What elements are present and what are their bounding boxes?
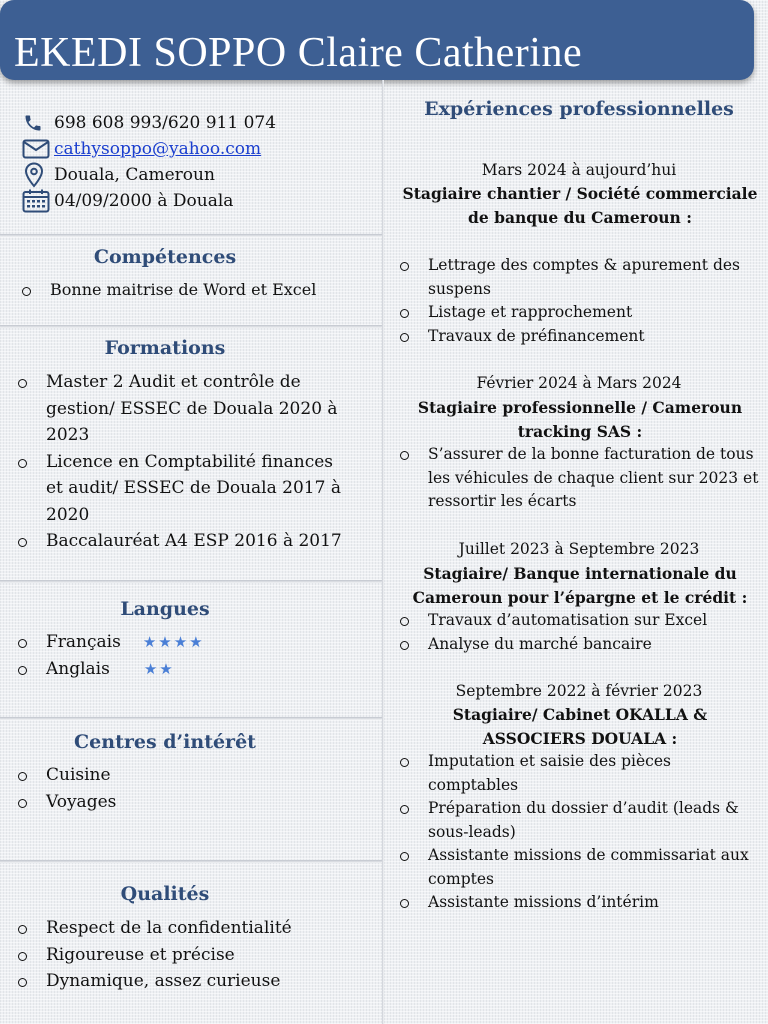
langues-title: Langues [120,598,210,620]
job-date: Février 2024 à Mars 2024 [476,374,682,392]
list-item: Assistante missions de commissariat aux comptes [398,844,760,891]
list-item: Préparation du dossier d’audit (leads & sous-leads) [398,797,760,844]
contact-birth [22,188,276,214]
qualites-list [16,915,366,995]
list-item: Assistante missions d’intérim [398,891,760,915]
language-item [16,629,346,656]
section-divider [0,860,382,863]
langues-list [16,629,346,682]
contact-email [22,136,276,162]
birth-text: 04/09/2000 à Douala [54,191,234,211]
column-divider [382,80,384,1024]
list-item: S’assurer de la bonne facturation de tous les véhicules de chaque client sur 2023 et ressortir les écarts [398,443,760,514]
section-divider [0,717,382,720]
list-item: Dynamique, assez curieuse [16,968,366,995]
formations-list [16,369,346,555]
job-tasks [398,750,760,915]
job-title: Stagiaire/ Cabinet OKALLA & ASSOCIERS DOUALA : [452,705,708,748]
list-item: Licence en Comptabilité finances et audit/ ESSEC de Douala 2017 à 2020 [16,449,346,529]
formations-title: Formations [104,337,226,359]
job-date: Mars 2024 à aujourd’hui [481,161,677,179]
list-item: Cuisine [16,762,346,789]
interets-title: Centres d’intérêt [74,731,256,753]
section-divider [0,580,382,583]
job-tasks [398,254,760,348]
list-item: Travaux de préfinancement [398,325,760,349]
competences-title: Compétences [93,246,237,268]
email-link[interactable]: cathysoppo@yahoo.com [54,139,262,159]
list-item: Travaux d’automatisation sur Excel [398,609,760,633]
list-item: Voyages [16,789,346,816]
location-text: Douala, Cameroun [54,165,215,185]
interets-list [16,762,346,815]
contact-block [22,110,276,214]
list-item: Baccalauréat A4 ESP 2016 à 2017 [16,528,346,555]
experiences-title: Expériences professionnelles [424,98,734,120]
list-item: Rigoureuse et précise [16,942,366,969]
star-rating: ★★★★ [142,633,205,651]
language-label: Anglais [46,658,110,679]
section-divider [0,325,382,328]
star-rating: ★★ [143,659,175,678]
list-item: Lettrage des comptes & apurement des suspens [398,254,760,301]
map-pin-icon [22,163,54,187]
job-date: Juillet 2023 à Septembre 2023 [458,540,700,558]
list-item: Bonne maitrise de Word et Excel [20,277,370,304]
job-date: Septembre 2022 à février 2023 [455,682,703,700]
list-item: Analyse du marché bancaire [398,633,760,657]
job-title: Stagiaire chantier / Société commerciale de banque du Cameroun : [402,184,758,227]
list-item: Imputation et saisie des pièces comptables [398,750,760,797]
section-divider [0,234,382,237]
list-item: Respect de la confidentialité [16,915,366,942]
job-tasks [398,609,760,656]
header-banner [0,0,754,80]
phone-text: 698 608 993/620 911 074 [54,113,277,133]
contact-location [22,162,276,188]
envelope-icon [22,137,54,161]
job-title: Stagiaire/ Banque internationale du Cameroun pour l’épargne et le crédit : [412,564,748,607]
language-item [16,656,346,683]
job-title: Stagiaire professionnelle / Cameroun tracking SAS : [417,398,743,441]
list-item: Master 2 Audit et contrôle de gestion/ ESSEC de Douala 2020 à 2023 [16,369,346,449]
candidate-name: EKEDI SOPPO Claire Catherine [14,30,583,76]
competences-list [20,277,370,304]
phone-icon [22,111,54,135]
job-tasks [398,443,760,514]
language-label: Français [46,632,121,652]
qualites-title: Qualités [120,883,210,905]
calendar-icon [22,189,54,213]
contact-phone [22,110,276,136]
list-item: Listage et rapprochement [398,301,760,325]
